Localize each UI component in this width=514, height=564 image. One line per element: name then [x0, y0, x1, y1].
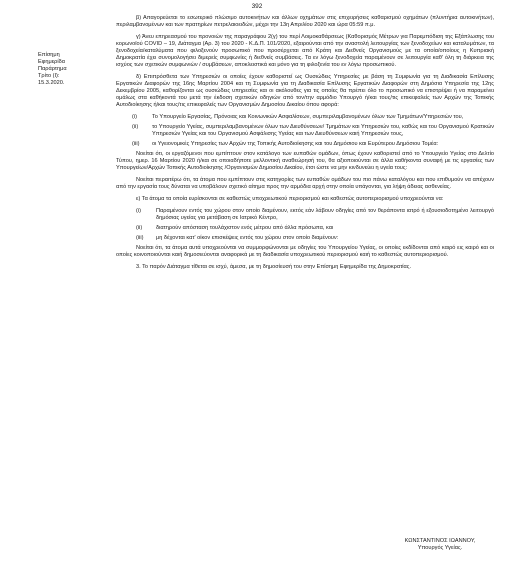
list-text: Παραμένουν εντός του χώρου στον οποίο διαμένουν, εκτός εάν λάβουν οδηγίες από τον θεράποντα ιατρό ή εξουσιοδοτημένο λειτουργό δημόσιας υγείας για μετάβαση σε Ιατρικό Κέντρο, [156, 208, 494, 221]
paragraph-d: δ) Επιπρόσθετα των Υπηρεσιών οι οποίες έχουν καθοριστεί ως Ουσιώδεις Υπηρεσίες με βάση τη Συμφωνία για τη Διαδικασία Επίλυσης Εργατικών Διαφορών της 16ης Μαρτίου 2004 και τη Συμφωνία για τη Διαδικασία Επίλυσης Εργατικών Διαφορών στη Δημόσια Υπηρεσία της 12ης Δεκεμβρίου 2005, καθορίζονται ως ουσιώδεις υπηρεσίες και οι ακόλουθες για τις οποίες θα πρέπει όλο το προσωπικό να επιστρέψει ή να παραμείνει ομάλως στα καθήκοντά του μετά την έκδοση σχετικών οδηγιών από τον/την αρμόδιο Υπουργό ή/και τους/τις επικεφαλείς των Αρχών της Τοπικής Αυτοδιοίκησης ή/και τους/τις επικεφαλείς των Οργανισμών Δημοσίου Δικαίου όπου αφορά: [116, 74, 494, 108]
signatory-title: Υπουργός Υγείας. [417, 545, 463, 551]
proviso-2: Νοείται περαιτέρω ότι, τα άτομα που εμπίπτουν στις κατηγορίες των ευπαθών ομάδων του πιο πάνω καταλόγου και που επιθυμούν να απέχουν από την εργασία τους δύναται να υποβάλουν σχετικό αίτημα προς την αρμόδια αρχή στην οποία υπάγονται, για λήψη άδειας ασθενείας. [116, 177, 494, 190]
paragraph-3: 3. Το παρόν Διάταγμα τίθεται σε ισχύ, άμεσα, με τη δημοσίευσή του στην Επίσημη Εφημερίδα της Δημοκρατίας. [136, 264, 412, 270]
proviso-1: Νοείται ότι, οι εργαζόμενοι που εμπίπτουν στον κατάλογο των ευπαθών ομάδων, όπως έχουν καθοριστεί από το Υπουργείο Υγείας στο Δελτίο Τύπου, ημερ. 16 Μαρτίου 2020 ή/και σε οποιαδήποτε μελλοντική αναθεώρησή του, θα αξιοποιούνται σε άλλα καθήκοντα συναφή με τις εργασίες των Υπουργείων/Αρχών Τοπικής Αυτοδιοίκησης /Οργανισμών Δημοσίου Δικαίου, έτσι ώστε να μην κινδυνεύει η υγεία τους: [116, 151, 494, 171]
list-text: μη δέχονται κατ' οίκον επισκέψεις εντός του χώρου στον οποίο διαμένουν: [156, 235, 339, 241]
list-text: Το Υπουργείο Εργασίας, Πρόνοιας και Κοινωνικών Ασφαλίσεων, συμπεριλαμβανομένων όλων των Τμημάτων/Υπηρεσιών του, [152, 114, 464, 120]
list-marker: (ii) [132, 124, 139, 130]
list-text: οι Υγειονομικές Υπηρεσίες των Αρχών της Τοπικής Αυτοδιοίκησης και του Δημόσιου και Ευρύτερου Δημόσιου Τομέα: [152, 141, 439, 147]
margin-reference [38, 52, 106, 87]
list-marker: (iii) [136, 235, 144, 241]
list-e [116, 208, 494, 242]
list-item [132, 124, 494, 138]
list-d [116, 114, 494, 148]
list-text: διατηρούν απόσταση τουλάχιστον ενός μέτρου από άλλα πρόσωπα, και [156, 225, 334, 231]
list-item [136, 208, 494, 222]
list-marker: (ii) [136, 225, 143, 231]
list-item [132, 114, 494, 121]
list-item [136, 235, 494, 242]
margin-reference-line: Παράρτημα [38, 66, 67, 72]
signature-block [370, 538, 510, 552]
list-item [136, 225, 494, 232]
document-body [116, 15, 494, 276]
list-text: το Υπουργείο Υγείας, συμπεριλαμβανομένων όλων των Διευθύνσεων/ Τμημάτων και Υπηρεσιών του, καθώς και του Οργανισμού Κρατικών Υπηρεσιών Υγείας και του Οργανισμού Ασφάλισης Υγείας και των Διευθύνσεων καιή Υπηρεσιών τους, [152, 124, 494, 137]
page-number: 392 [251, 3, 263, 10]
list-marker: (i) [132, 114, 137, 120]
margin-reference-line: 15.3.2020. [38, 80, 65, 86]
list-marker: (i) [136, 208, 141, 214]
margin-reference-line: Εφημερίδα [38, 59, 65, 65]
paragraph-c: γ) Άνευ επηρεασμού του προνοιών της παραγράφου 2(γ) του περί Λοιμοκαθάρσεως (Καθορισμός Μέτρων για Παρεμπόδιση της Εξάπλωσης του κορωνοϊού COVID – 19, Διάταγμα (Αρ. 3) του 2020 - Κ.Δ.Π. 101/2020, εξαιρούνται από την αναστολή λειτουργίας των ξενοδοχείων και καταλυμάτων, τα ξενοδοχεία/καταλύματα που φιλοξενούν προσωπικό που προσέρχεται από Κράτη και Διεθνείς Οργανισμούς με τα οποία/οποίους η Κυπριακή Δημοκρατία έχει συνομολογήσει διμερείς συμφωνίες ή διεθνείς συμβάσεις. Τα εν λόγω ξενοδοχεία παραμένουν σε λειτουργία καθ' όλη τη διάρκεια της ισχύος των σχετικών συμφωνιών / συμβάσεων, αποκλειστικά και μόνο για τη φιλοξενία του εν λόγω προσωπικού. [116, 34, 494, 68]
paragraph-b: β) Απαγορεύεται το εσωτερικό πλώσιμο αυτοκινήτων και άλλων οχημάτων στις επιχειρήσεις καθαρισμού οχημάτων (πλυντήρια αυτοκινήτων), περιλαμβανομένων και των πρατηρίων πετρελαιοειδών, μέχρι την 13η Απριλίου 2020 και ώρα 05:59 π.μ. [116, 15, 494, 28]
signatory-name: ΚΩΝΣΤΑΝΤΙΝΟΣ ΙΩΑΝΝΟΥ, [404, 538, 476, 544]
list-item [132, 141, 494, 148]
margin-reference-line: Τρίτο (Ι): [38, 73, 60, 79]
paragraph-e: ε) Τα άτομα τα οποία ευρίσκονται σε καθεστώς υποχρεωτικού περιορισμού και καθεστώς αυτοπεριορισμού υποχρεούνται να: [136, 196, 444, 202]
list-marker: (iii) [132, 141, 140, 147]
margin-reference-line: Επίσημη [38, 52, 60, 58]
proviso-3: Νοείται ότι, τα άτομα αυτά υποχρεούνται να συμμορφώνονται με οδηγίες του Υπουργείου Υγείας, οι οποίες εκδίδονται από καιρό εις καιρό και οι οποίες κοινοποιούνται καιή δημοσιεύονται αναφορικά με τη διαδικασία υποχρεωτικού περιορισμού καιή το καθεστώς αυτοπεριορισμού. [116, 245, 494, 258]
